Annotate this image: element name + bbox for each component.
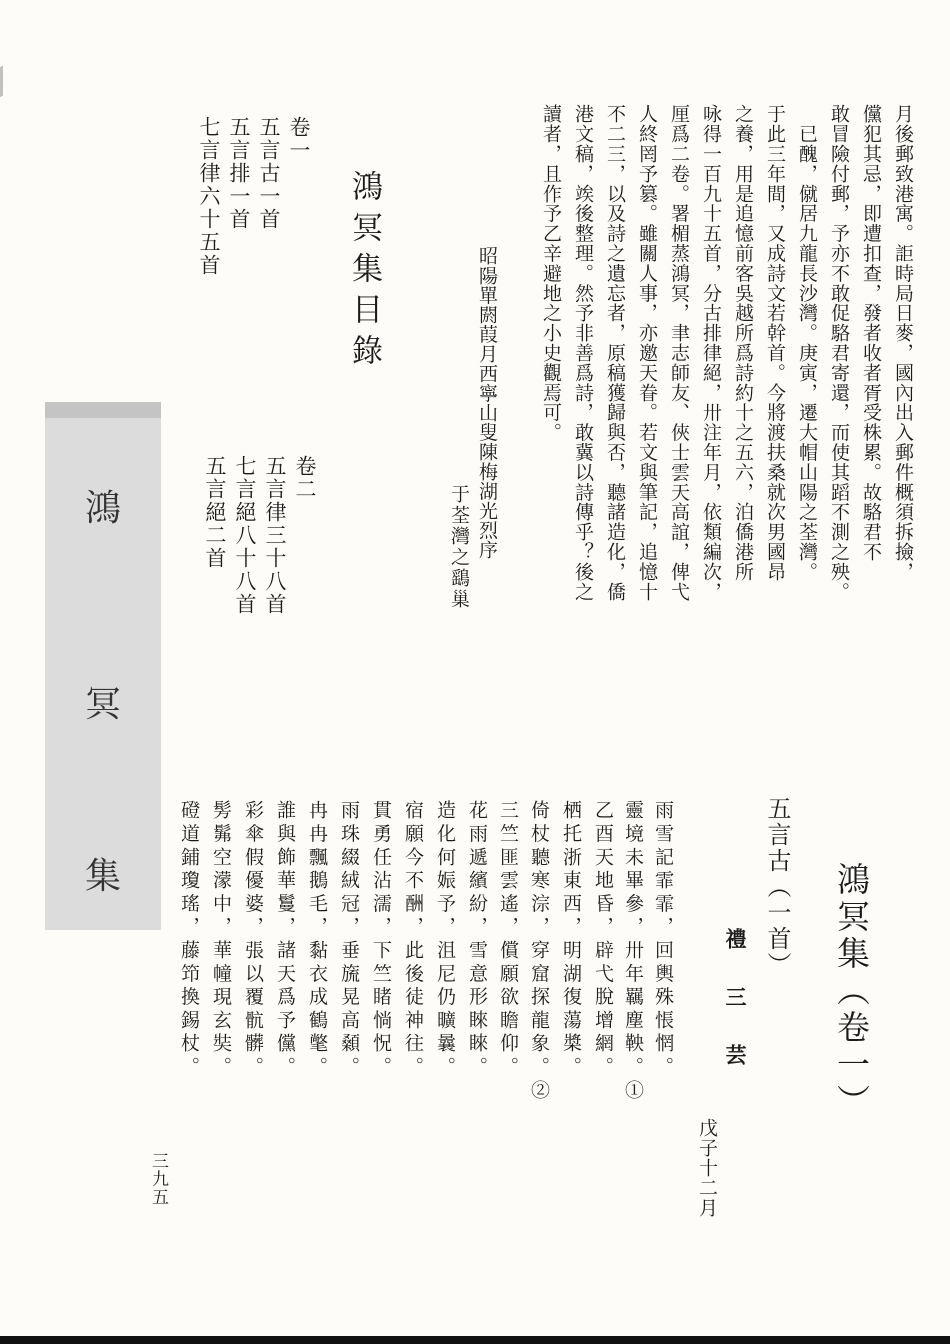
preface-signature: 昭陽單閼葭月西寧山叟陳梅湖光烈序	[476, 246, 498, 560]
band-title-char: 集	[84, 856, 121, 897]
bottom-edge	[0, 1336, 950, 1344]
toc-entry: 五言律三十八首	[263, 455, 287, 616]
band-title-char: 鴻	[84, 488, 121, 529]
poem-line: 靈境未畢參，卅年羈塵鞅。①	[622, 800, 644, 1103]
poem-line: 貫勇任沾濡，下竺睹惝怳。	[370, 800, 392, 1080]
preface-line: 月後郵致港寓。詎時局日麥，國內出入郵件概須拆撿，	[892, 104, 914, 582]
poem-line: 花雨遞繽紛，雪意形睞睞。	[466, 800, 488, 1080]
preface-line: 不二三，以及詩之遺忘者，原稿獲歸與否，聽諸造化，僑	[604, 104, 626, 602]
poem-line: 髣髴空濛中，華幢現玄奘。	[210, 800, 232, 1080]
toc-entry: 七言絕八十八首	[233, 455, 257, 616]
page-number: 三九五	[148, 1152, 168, 1206]
preface-line: 儻犯其忌，即遭扣查，發者收者胥受株累。故駱君不	[860, 104, 882, 562]
poem-line: 三竺匪雲遙，償願欲瞻仰。	[497, 800, 519, 1080]
toc-title: 鴻冥集目錄	[346, 170, 382, 375]
toc-volume-heading: 卷一	[287, 116, 311, 162]
poem-line: 雨珠綴絨冠，垂旒晃高顙。	[338, 800, 360, 1080]
preface-line: 港文稿，竢後整理。然予非善爲詩，敢冀以詩傳乎？後之	[572, 104, 594, 602]
poem-date: 戊子十二月	[696, 1118, 718, 1218]
poem-line: 雨雪記霏霏，回輿殊悵惘。	[652, 800, 674, 1080]
poem-line: 造化何娠予，沮尼仍曠曩。	[434, 800, 456, 1080]
poem-line: 彩傘假優婆，張以覆骯髒。	[242, 800, 264, 1080]
preface-line: 敢冒險付郵，予亦不敢促駱君寄還，而使其蹈不測之殃。	[828, 104, 850, 602]
toc-entry: 五言古一首	[257, 116, 281, 231]
poem-line: 磴道鋪瓊瑤，藤笻換錫杖。	[178, 800, 200, 1080]
preface-line: 于此三年間，又成詩文若幹首。今將渡扶桑就次男國昂	[764, 104, 786, 582]
toc-entry: 五言絕二首	[203, 455, 227, 570]
volume-title: 鴻冥集（卷一）	[832, 862, 871, 1121]
poem-line: 冉冉飄鵝毛，黏衣成鶴氅。	[306, 800, 328, 1080]
band-title-char: 冥	[84, 684, 121, 725]
toc-entry: 五言排一首	[227, 116, 251, 231]
poem-title: 禮 三 芸	[723, 928, 748, 1071]
poem-line: 乙酉天地昏，辟弋脫增網。	[592, 800, 614, 1080]
preface-line: 已醜，僦居九龍長沙灣。庚寅，遷大帽山陽之荃灣。	[796, 104, 818, 582]
poem-body	[0, 800, 950, 1103]
preface-line: 人終罔予篡。雖關人事，亦邀天眷。若文與筆記，追憶十	[636, 104, 658, 602]
toc-entry: 七言律六十五首	[197, 116, 221, 277]
preface-line: 咏得一百九十五首，分古排律絕，卅注年月，依類編次，	[700, 104, 722, 602]
poem-line: 宿願今不酬，此後徒神往。	[402, 800, 424, 1080]
preface-line: 讀者，且作予乙辛避地之小史觀焉可。	[540, 104, 562, 443]
poem-line: 倚杖聽寒淙，穿窟探龍象。②	[528, 800, 550, 1103]
preface-signature-place: 于荃灣之鷂巢	[448, 484, 470, 610]
section-heading: 五言古（一首）	[763, 796, 791, 978]
poem-line: 栖托浙東西，明湖復蕩槳。	[560, 800, 582, 1080]
preface-line: 之養，用是追憶前客吳越所爲詩約十之五六，泊僑港所	[732, 104, 754, 582]
preface-line: 厘爲二卷。署楣蒸鴻冥，聿志師友、俠士雲天高誼，俾弋	[668, 104, 690, 602]
poem-line: 誰與飾華鬘，諸天爲予儻。	[274, 800, 296, 1080]
toc-volume-heading: 卷二	[293, 455, 317, 501]
